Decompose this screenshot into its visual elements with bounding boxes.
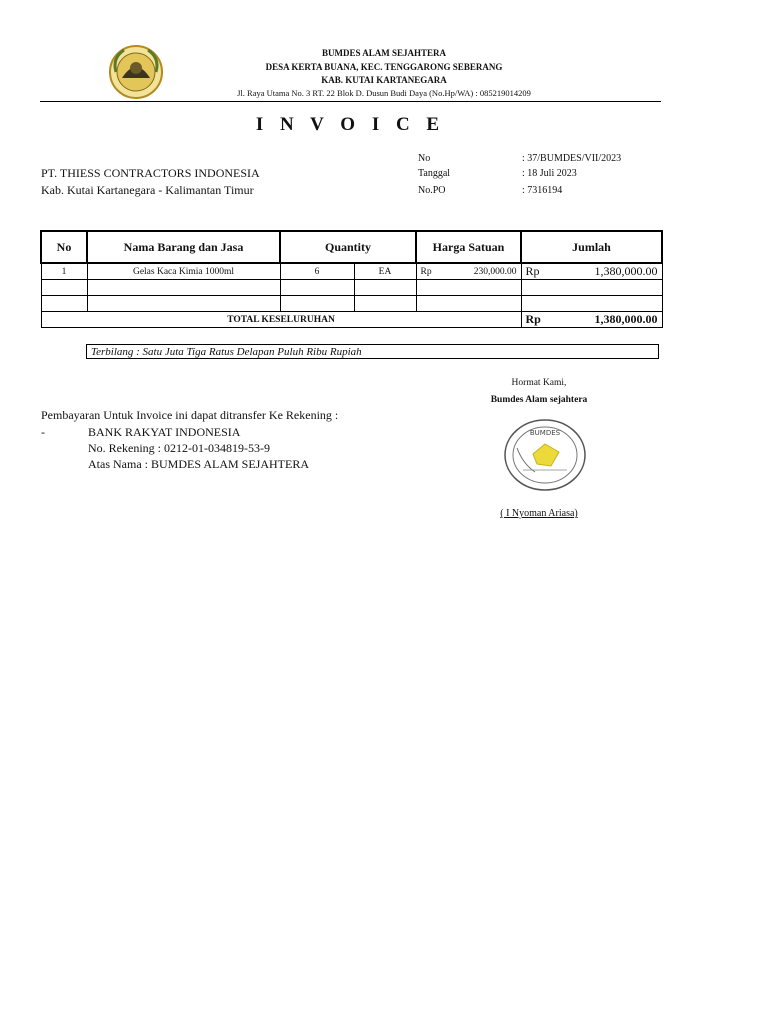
meta-label-no: No: [418, 153, 431, 164]
row-qty: 6: [280, 263, 354, 280]
row-item: Gelas Kaca Kimia 1000ml: [87, 263, 280, 280]
payment-intro: Pembayaran Untuk Invoice ini dapat ditransfer Ke Rekening :: [41, 408, 339, 422]
row-price-value: 230,000.00: [473, 266, 517, 277]
col-header-no: No: [41, 231, 87, 263]
payment-account: No. Rekening : 0212-01-034819-53-9: [88, 441, 270, 455]
meta-label-po: No.PO: [418, 185, 446, 196]
org-address: Jl. Raya Utama No. 3 RT. 22 Blok D. Dusun Budi Daya (No.Hp/WA) : 085219014209: [237, 88, 531, 98]
row-unit: EA: [354, 263, 416, 280]
payment-bank: BANK RAKYAT INDONESIA: [88, 425, 241, 439]
header-divider: [40, 101, 661, 102]
payment-holder: Atas Nama : BUMDES ALAM SEJAHTERA: [88, 457, 309, 471]
total-value: 1,380,000.00: [594, 312, 658, 326]
col-header-quantity: Quantity: [280, 231, 416, 263]
total-amount: [521, 312, 662, 328]
org-regency: KAB. KUTAI KARTANEGARA: [321, 75, 447, 85]
signer-name: ( I Nyoman Ariasa): [500, 508, 578, 519]
col-header-item: Nama Barang dan Jasa: [87, 231, 280, 263]
closing-greeting: Hormat Kami,: [511, 378, 567, 388]
org-name: BUMDES ALAM SEJAHTERA: [321, 48, 447, 58]
svg-text:BUMDES: BUMDES: [529, 429, 561, 437]
row-total-currency: Rp: [525, 264, 540, 278]
table-row-empty: [41, 280, 662, 296]
payment-dash: -: [41, 425, 45, 439]
total-label: TOTAL KESELURUHAN: [41, 312, 521, 328]
items-table: [40, 230, 663, 328]
invoice-title: I N V O I C E: [255, 114, 446, 135]
org-village: DESA KERTA BUANA, KEC. TENGGARONG SEBERANG: [265, 62, 503, 72]
row-total: [521, 263, 662, 280]
row-price-currency: Rp: [420, 266, 432, 277]
table-total-row: [41, 312, 662, 328]
row-price: [416, 263, 521, 280]
table-row-empty: [41, 296, 662, 312]
customer-name: PT. THIESS CONTRACTORS INDONESIA: [41, 166, 260, 180]
bumdes-stamp: [503, 418, 587, 492]
row-total-value: 1,380,000.00: [594, 264, 658, 278]
row-no: 1: [41, 263, 87, 280]
table-row: [41, 263, 662, 280]
col-header-unit-price: Harga Satuan: [416, 231, 521, 263]
closing-company: Bumdes Alam sejahtera: [490, 395, 588, 405]
col-header-amount: Jumlah: [521, 231, 662, 263]
customer-location: Kab. Kutai Kartanegara - Kalimantan Timur: [41, 183, 254, 197]
total-currency: Rp: [525, 312, 541, 326]
amount-in-words: Terbilang : Satu Juta Tiga Ratus Delapan Puluh Ribu Rupiah: [86, 344, 659, 359]
meta-value-no: : 37/BUMDES/VII/2023: [522, 153, 622, 164]
meta-value-date: : 18 Juli 2023: [522, 168, 577, 179]
meta-value-po: : 7316194: [522, 185, 563, 196]
meta-label-date: Tanggal: [418, 168, 451, 179]
